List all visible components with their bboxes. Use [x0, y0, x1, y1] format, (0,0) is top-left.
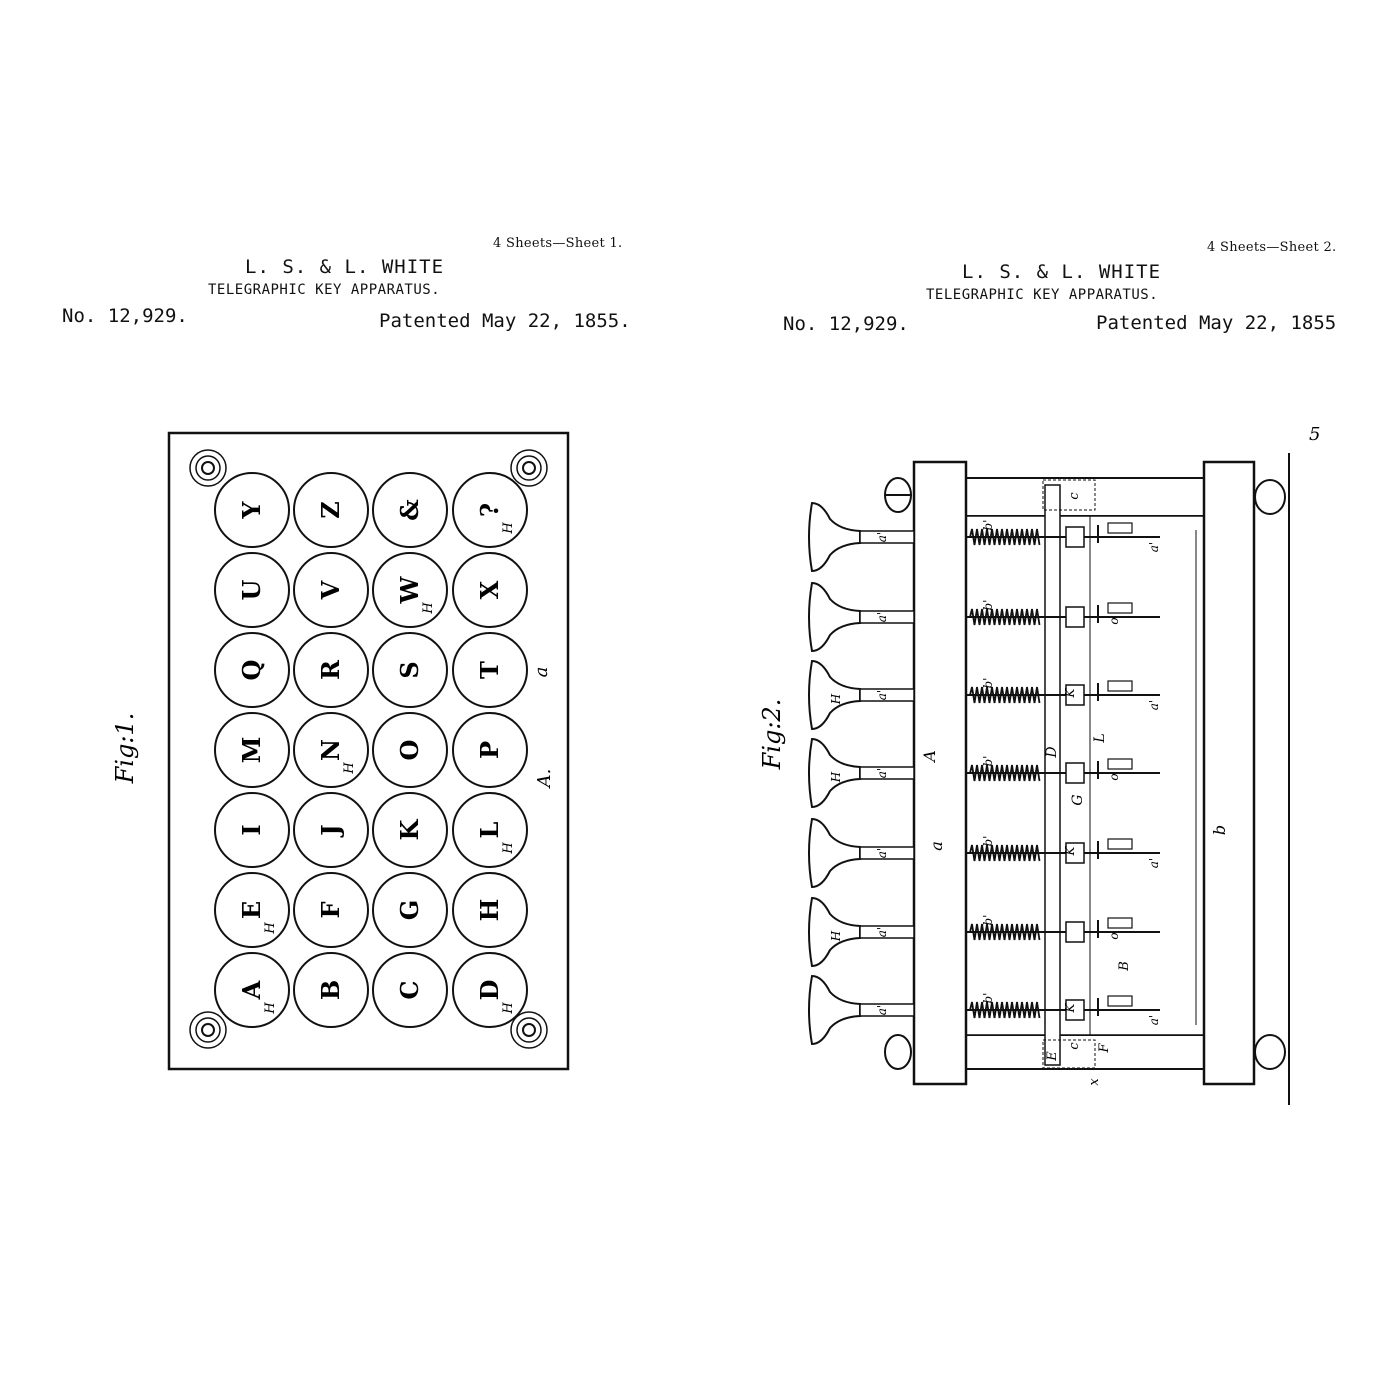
fig2-ref-a-prime: a'	[875, 847, 889, 859]
fig1-corner-screw	[511, 1012, 547, 1048]
sheet1-inventor: L. S. & L. WHITE	[245, 256, 445, 278]
sheet2-inventor: L. S. & L. WHITE	[962, 261, 1162, 283]
fig2-key-head	[809, 976, 860, 1044]
fig2-ref-b-prime: b'	[981, 677, 995, 689]
fig1-key	[453, 553, 527, 627]
fig1-key-mark: H	[501, 842, 516, 854]
fig2-ref-c: c	[1067, 492, 1082, 500]
fig1-key	[453, 953, 527, 1027]
fig1-key-letter: S	[395, 661, 424, 679]
fig2-ref-b-prime: b'	[981, 835, 995, 847]
fig2-lever-cap	[1108, 839, 1132, 849]
sheet1-sheets-label: 4 Sheets—Sheet 1.	[493, 236, 623, 251]
fig2-ref-a-prime: a'	[875, 611, 889, 623]
fig1-key-letter: F	[316, 901, 345, 919]
fig2-ref-b-prime: b'	[981, 914, 995, 926]
fig2-ref-o: o	[1107, 932, 1121, 940]
fig1-key-letter: D	[475, 979, 504, 1001]
fig2-key-head	[809, 583, 860, 651]
fig2-ref-H: H	[829, 771, 843, 783]
fig2-ref-K: K	[1063, 846, 1077, 856]
fig1-key	[373, 633, 447, 707]
fig1-key-letter: R	[316, 660, 345, 680]
fig2-ref-c: c	[1067, 1042, 1082, 1050]
fig1-key-letter: K	[395, 819, 424, 841]
fig1-key-letter: M	[237, 736, 266, 764]
fig1-key	[294, 713, 368, 787]
fig1-ref-A: A.	[534, 768, 555, 788]
sheet2-patent-date: Patented May 22, 1855	[1096, 312, 1337, 334]
fig1-key-letter: O	[395, 739, 424, 761]
fig1-key	[373, 553, 447, 627]
fig1-key-letter: V	[316, 580, 345, 600]
fig2-ref-b: b	[1210, 824, 1229, 836]
fig1-ref-a: a	[531, 666, 552, 678]
fig1-key-letter: A	[237, 980, 266, 1000]
fig1-key	[373, 873, 447, 947]
figure-2-key-mechanism	[700, 0, 1400, 1400]
fig2-lever-cap	[1108, 603, 1132, 613]
fig1-key	[215, 713, 289, 787]
fig2-ref-A: A	[920, 750, 939, 762]
fig1-corner-screw	[190, 1012, 226, 1048]
fig2-lever-cap	[1108, 996, 1132, 1006]
fig2-guide-bar	[1045, 485, 1060, 1065]
fig2-slide-block	[1066, 922, 1084, 942]
sheet2-patent-number: No. 12,929.	[783, 313, 909, 335]
fig1-key-letter: X	[475, 580, 504, 600]
fig2-ref-x: x	[1087, 1078, 1102, 1086]
fig1-key-letter: C	[395, 980, 424, 1000]
fig1-key-letter: G	[395, 899, 424, 921]
fig1-key-letter: B	[316, 979, 345, 1001]
fig2-ref-o: o	[1107, 773, 1121, 781]
sheet2-sheets-label: 4 Sheets—Sheet 2.	[1207, 240, 1337, 255]
fig2-ref-a: a	[927, 841, 946, 851]
fig1-key-letter: N	[316, 739, 345, 761]
fig2-slide-block	[1066, 527, 1084, 547]
fig1-key-mark: H	[263, 1002, 278, 1014]
fig1-key-letter: P	[475, 740, 504, 760]
fig2-slide-block	[1066, 607, 1084, 627]
fig2-ref-F: F	[1097, 1043, 1112, 1053]
fig2-ref-a-prime: a'	[1147, 1014, 1161, 1026]
fig1-key	[373, 793, 447, 867]
fig1-key-mark: H	[421, 602, 436, 614]
fig2-ref-H: H	[829, 930, 843, 942]
fig2-ref-B: B	[1117, 961, 1132, 971]
fig1-key-letter: Y	[237, 501, 266, 519]
fig1-key-letter: Z	[316, 501, 345, 519]
fig1-key	[294, 793, 368, 867]
fig1-key	[215, 473, 289, 547]
fig2-corner-mark: 5	[1309, 424, 1321, 445]
fig1-key-letter: Q	[237, 659, 266, 681]
fig1-key-letter: U	[237, 579, 266, 601]
fig1-key-letter: E	[237, 900, 266, 920]
fig1-key	[453, 793, 527, 867]
fig2-key-head	[809, 503, 860, 571]
fig1-key-mark: H	[501, 522, 516, 534]
fig2-ref-b-prime: b'	[981, 519, 995, 531]
fig1-key-letter: ?	[475, 502, 504, 518]
fig1-key-letter: W	[395, 576, 424, 604]
fig2-lever-cap	[1108, 681, 1132, 691]
fig1-label: Fig:1.	[111, 712, 139, 784]
fig2-ref-a-prime: a'	[1147, 541, 1161, 553]
fig1-key	[294, 473, 368, 547]
fig2-ref-K: K	[1063, 688, 1077, 698]
sheet1-patent-date: Patented May 22, 1855.	[379, 310, 631, 332]
fig1-corner-screw	[190, 450, 226, 486]
fig1-key	[453, 473, 527, 547]
fig2-ref-b-prime: b'	[981, 992, 995, 1004]
fig1-key-grid	[215, 473, 527, 1027]
fig2-key-head	[809, 819, 860, 887]
fig1-key	[373, 713, 447, 787]
fig2-ref-o: o	[1107, 617, 1121, 625]
fig2-ref-a-prime: a'	[875, 689, 889, 701]
fig1-corner-screw	[511, 450, 547, 486]
fig1-key-letter: T	[475, 661, 504, 679]
fig2-label: Fig:2.	[758, 698, 786, 770]
fig1-key	[373, 473, 447, 547]
fig1-key	[294, 553, 368, 627]
fig1-key	[294, 873, 368, 947]
fig2-slide-block	[1066, 763, 1084, 783]
sheet1-subject: TELEGRAPHIC KEY APPARATUS.	[208, 282, 441, 298]
fig2-ref-a-prime: a'	[875, 926, 889, 938]
fig2-ref-H: H	[829, 693, 843, 705]
fig1-key	[294, 953, 368, 1027]
fig2-ref-L: L	[1092, 733, 1108, 743]
fig2-ref-a-prime: a'	[875, 1004, 889, 1016]
fig2-ref-E: E	[1045, 1051, 1060, 1061]
fig1-key	[453, 873, 527, 947]
fig2-inner-frame	[966, 516, 1204, 1035]
fig1-key-letter: H	[475, 898, 504, 922]
fig2-lever-cap	[1108, 523, 1132, 533]
fig1-key	[453, 713, 527, 787]
fig2-ref-a-prime: a'	[1147, 699, 1161, 711]
fig1-key	[215, 633, 289, 707]
fig1-key	[215, 873, 289, 947]
fig1-key-mark: H	[501, 1002, 516, 1014]
sheet1-patent-number: No. 12,929.	[62, 305, 188, 327]
fig1-key-mark: H	[263, 922, 278, 934]
fig2-ref-G: G	[1070, 794, 1086, 806]
fig1-key	[294, 633, 368, 707]
fig2-lever-cap	[1108, 918, 1132, 928]
fig2-lever-cap	[1108, 759, 1132, 769]
fig2-ref-a-prime: a'	[1147, 857, 1161, 869]
fig1-key	[215, 953, 289, 1027]
sheet2-subject: TELEGRAPHIC KEY APPARATUS.	[926, 287, 1159, 303]
fig2-ref-b-prime: b'	[981, 599, 995, 611]
fig1-key-letter: I	[237, 824, 266, 836]
fig2-left-upright	[914, 462, 966, 1084]
fig1-key	[373, 953, 447, 1027]
fig1-key-letter: L	[475, 821, 504, 839]
fig2-ref-a-prime: a'	[875, 531, 889, 543]
fig2-ref-a-prime: a'	[875, 767, 889, 779]
fig1-key	[215, 553, 289, 627]
fig2-ref-K: K	[1063, 1003, 1077, 1013]
fig2-ref-D: D	[1044, 746, 1060, 758]
fig2-right-upright	[1204, 462, 1254, 1084]
fig1-key-letter: &	[395, 499, 424, 521]
fig1-key	[215, 793, 289, 867]
fig1-key	[453, 633, 527, 707]
fig1-key-letter: J	[316, 824, 345, 836]
fig1-key-mark: H	[342, 762, 357, 774]
fig2-ref-b-prime: b'	[981, 755, 995, 767]
